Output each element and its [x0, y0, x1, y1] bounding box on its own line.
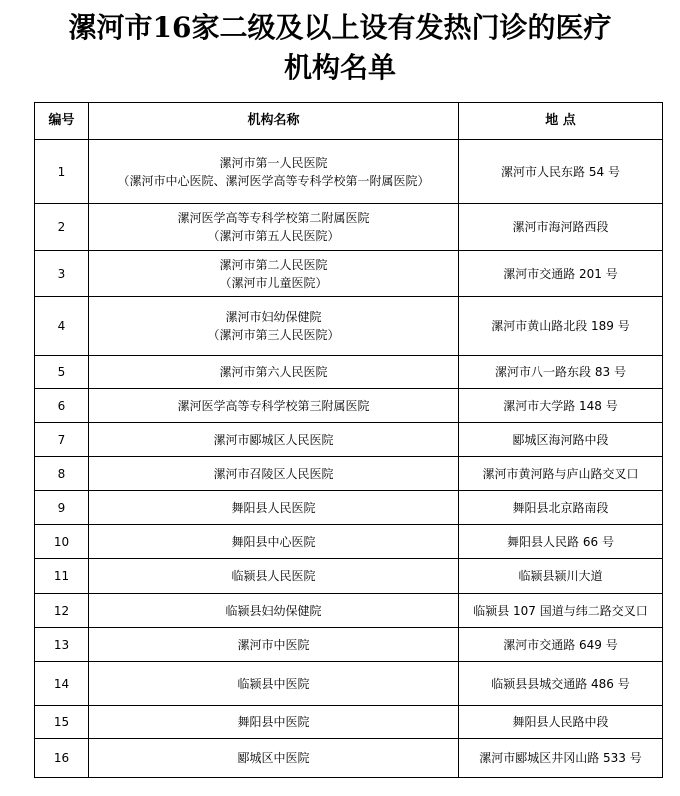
- row-id: 1: [35, 140, 89, 204]
- row-name: 临颍县中医院: [89, 662, 459, 706]
- row-name: [89, 204, 459, 251]
- document-title-line1: 漯河市16家二级及以上设有发热门诊的医疗: [68, 11, 612, 44]
- row-name: 郾城区中医院: [89, 739, 459, 778]
- table-row: [35, 594, 663, 628]
- row-name-alias: （漯河市第三人民医院）: [207, 328, 340, 342]
- row-name: 漯河市中医院: [89, 628, 459, 662]
- table-row: [35, 491, 663, 525]
- row-address: 漯河市交通路 201 号: [459, 251, 663, 297]
- table-row: [35, 457, 663, 491]
- row-name: 临颍县妇幼保健院: [89, 594, 459, 628]
- row-id: 6: [35, 389, 89, 423]
- row-name: [89, 297, 459, 356]
- table-row: [35, 559, 663, 594]
- row-address: 漯河市人民东路 54 号: [459, 140, 663, 204]
- header-name: 机构名称: [89, 103, 459, 140]
- row-id: 7: [35, 423, 89, 457]
- row-address: 漯河市海河路西段: [459, 204, 663, 251]
- row-name: 漯河市召陵区人民医院: [89, 457, 459, 491]
- row-name-alias: （漯河市第五人民医院）: [207, 229, 340, 243]
- row-name: 漯河医学高等专科学校第三附属医院: [89, 389, 459, 423]
- row-id: 11: [35, 559, 89, 594]
- table-row: [35, 662, 663, 706]
- table-header-row: [35, 103, 663, 140]
- table-row: [35, 739, 663, 778]
- row-address: 舞阳县人民路中段: [459, 706, 663, 739]
- row-address: 漯河市八一路东段 83 号: [459, 356, 663, 389]
- table-row: [35, 389, 663, 423]
- row-address: 舞阳县北京路南段: [459, 491, 663, 525]
- row-name-line: 漯河市第一人民医院: [219, 155, 328, 170]
- table-row: [35, 356, 663, 389]
- row-name: 漯河市第六人民医院: [89, 356, 459, 389]
- row-id: 14: [35, 662, 89, 706]
- row-address: 舞阳县人民路 66 号: [459, 525, 663, 559]
- row-id: 12: [35, 594, 89, 628]
- row-address: 漯河市大学路 148 号: [459, 389, 663, 423]
- table-row: [35, 297, 663, 356]
- row-name: [89, 140, 459, 204]
- row-address: 临颍县颍川大道: [459, 559, 663, 594]
- row-name: [89, 251, 459, 297]
- row-id: 8: [35, 457, 89, 491]
- row-id: 3: [35, 251, 89, 297]
- table-row: [35, 423, 663, 457]
- row-address: 漯河市交通路 649 号: [459, 628, 663, 662]
- row-name: 临颍县人民医院: [89, 559, 459, 594]
- row-address: 漯河市黄山路北段 189 号: [459, 297, 663, 356]
- row-name-line: 漯河市妇幼保健院: [225, 310, 322, 324]
- document-title-line2: 机构名单: [283, 51, 396, 84]
- row-id: 5: [35, 356, 89, 389]
- table-row: [35, 204, 663, 251]
- row-address: 漯河市郾城区井冈山路 533 号: [459, 739, 663, 778]
- table-row: [35, 251, 663, 297]
- row-id: 16: [35, 739, 89, 778]
- table-row: [35, 706, 663, 739]
- row-name-line: 漯河医学高等专科学校第二附属医院: [177, 211, 370, 225]
- row-address: 郾城区海河路中段: [459, 423, 663, 457]
- table-row: [35, 525, 663, 559]
- row-name: 舞阳县中医院: [89, 706, 459, 739]
- row-id: 10: [35, 525, 89, 559]
- table-row: [35, 628, 663, 662]
- row-id: 13: [35, 628, 89, 662]
- header-id: 编号: [35, 103, 89, 140]
- row-name: 漯河市郾城区人民医院: [89, 423, 459, 457]
- row-name-alias: （漯河市儿童医院）: [219, 275, 328, 290]
- row-id: 2: [35, 204, 89, 251]
- header-address: 地 点: [459, 103, 663, 140]
- table-row: [35, 140, 663, 204]
- row-name: 舞阳县中心医院: [89, 525, 459, 559]
- row-name-alias: （漯河市中心医院、漯河医学高等专科学校第一附属医院）: [117, 173, 430, 188]
- row-id: 15: [35, 706, 89, 739]
- row-address: 漯河市黄河路与庐山路交叉口: [459, 457, 663, 491]
- row-id: 9: [35, 491, 89, 525]
- hospital-table: [34, 102, 663, 778]
- row-name-line: 漯河市第二人民医院: [219, 257, 328, 272]
- row-name: 舞阳县人民医院: [89, 491, 459, 525]
- row-address: 临颍县 107 国道与纬二路交叉口: [459, 594, 663, 628]
- row-address: 临颍县县城交通路 486 号: [459, 662, 663, 706]
- row-id: 4: [35, 297, 89, 356]
